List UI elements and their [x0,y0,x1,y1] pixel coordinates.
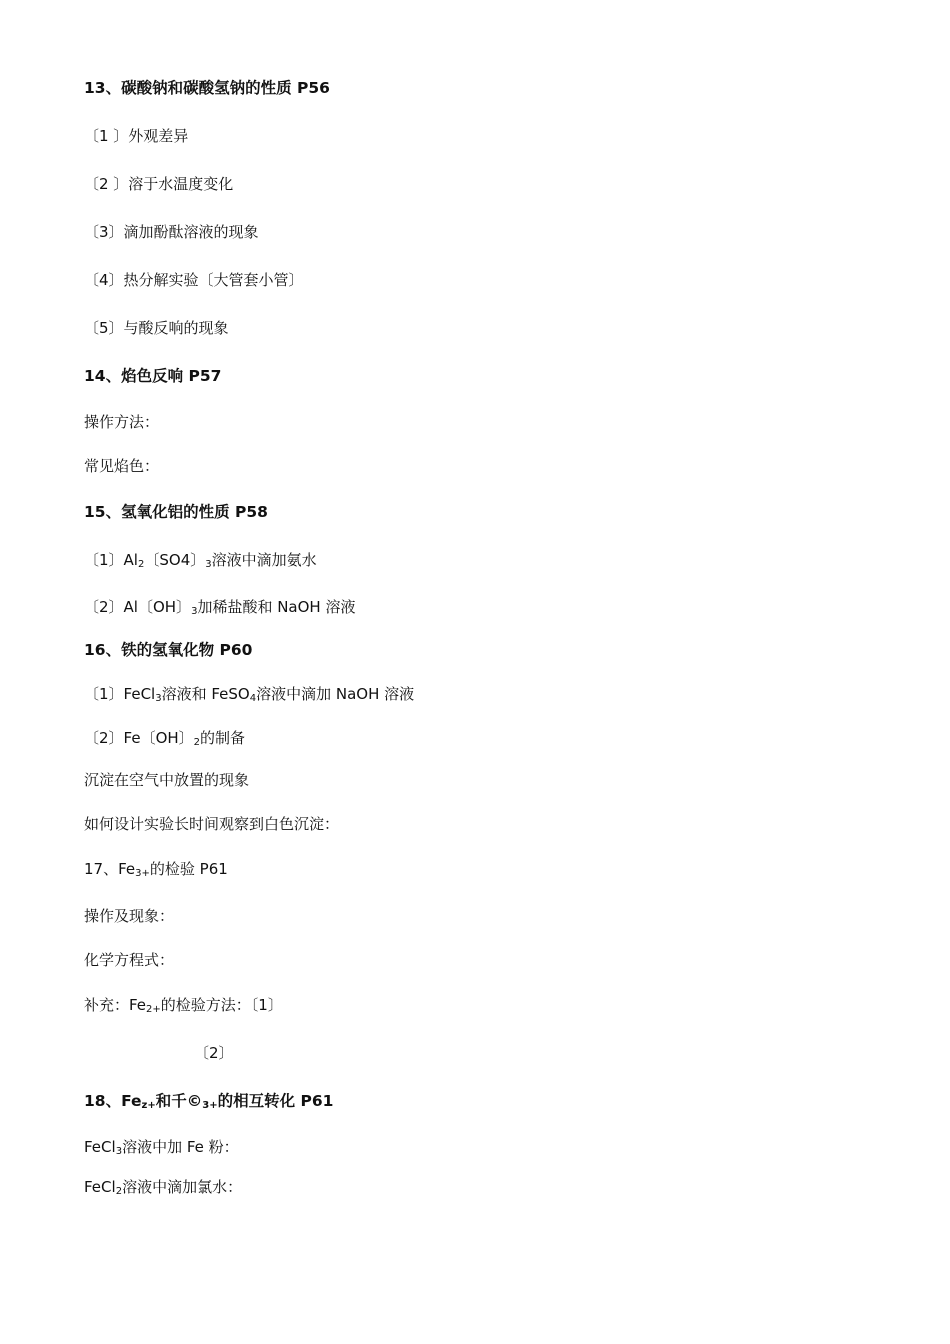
item-15-1 [84,550,317,575]
text-run: 13、碳酸钠和碳酸氢钠的性质 P56 [84,79,330,97]
section-17-heading [84,859,228,884]
subscript: 4 [249,693,257,704]
item-16-1 [84,684,414,709]
item-16-2 [84,728,245,753]
text-run: 沉淀在空气中放置的现象 [84,771,250,789]
text-run: 〔1 〕外观差异 [84,127,189,145]
text-run: 14、焰色反响 P57 [84,367,222,385]
item-17-operation [84,906,174,926]
text-run: 〔2〕Al〔OH〕 [84,598,192,616]
subscript: 3 [115,1146,123,1157]
section-16-heading [84,640,252,660]
text-run: FeCl [84,1138,116,1156]
text-run: 如何设计实验长时间观察到白色沉淀： [84,815,340,833]
text-run: 的检验 P61 [149,860,228,878]
text-run: 〔SO4〕 [144,551,206,569]
subscript: 2 [193,737,201,748]
text-run: 〔4〕热分解实验〔大管套小管〕 [84,271,304,289]
item-13-3 [84,222,259,242]
text-run: 操作及现象： [84,907,175,925]
item-17-supplement [84,995,283,1020]
text-run: 化学方程式： [84,951,175,969]
text-run: 16、铁的氢氧化物 P60 [84,641,253,659]
item-17-supplement-2 [194,1043,234,1063]
text-run: 〔1〕FeCl [84,685,156,703]
section-13-heading [84,78,330,98]
item-18-1 [84,1137,239,1162]
section-14-heading [84,366,221,386]
text-run: 〔5〕与酸反响的现象 [84,319,229,337]
subscript: 3 [205,559,212,570]
text-run: 17、Fe [84,860,136,878]
text-run: 溶液中滴加氨水 [211,551,317,569]
subscript: 3+ [135,868,150,879]
item-15-2 [84,597,355,622]
item-16-precipitate [84,770,249,790]
subscript: 3+ [202,1100,218,1111]
section-18-heading [84,1091,333,1116]
text-run: 常见焰色： [84,457,160,475]
item-13-4 [84,270,304,290]
item-18-2 [84,1177,242,1202]
item-13-1 [84,126,188,146]
item-13-5 [84,318,229,338]
text-run: FeCl [84,1178,116,1196]
text-run: 〔3〕滴加酚酞溶液的现象 [84,223,259,241]
text-run: 18、Fe [84,1092,142,1110]
text-run: 加稀盐酸和 NaOH 溶液 [197,598,356,616]
text-run: 的制备 [200,729,246,747]
subscript: 3 [191,606,198,617]
subscript: 2 [137,559,145,570]
section-15-heading [84,502,268,522]
text-run: 补充：Fe [84,996,147,1014]
text-run: 〔1〕Al [84,551,138,569]
item-14-colors [84,456,159,476]
text-run: 溶液中滴加 NaOH 溶液 [256,685,415,703]
subscript: 3 [155,693,162,704]
subscript: 2 [115,1186,123,1197]
text-run: 的相互转化 P61 [217,1092,334,1110]
text-run: 〔2 〕溶于水温度变化 [84,175,234,193]
text-run: 15、氢氧化铝的性质 P58 [84,503,268,521]
item-13-2 [84,174,233,194]
item-14-method [84,412,159,432]
text-run: 溶液和 FeSO [161,685,250,703]
text-run: 〔2〕 [194,1044,234,1062]
item-16-design [84,814,339,834]
subscript: z+ [141,1100,156,1111]
text-run: 溶液中加 Fe 粉： [122,1138,239,1156]
text-run: 和千© [155,1092,203,1110]
text-run: 的检验方法：〔1〕 [160,996,283,1014]
item-17-equation [84,950,174,970]
text-run: 溶液中滴加氯水： [122,1178,243,1196]
text-run: 操作方法： [84,413,160,431]
subscript: 2+ [146,1004,161,1015]
text-run: 〔2〕Fe〔OH〕 [84,729,194,747]
